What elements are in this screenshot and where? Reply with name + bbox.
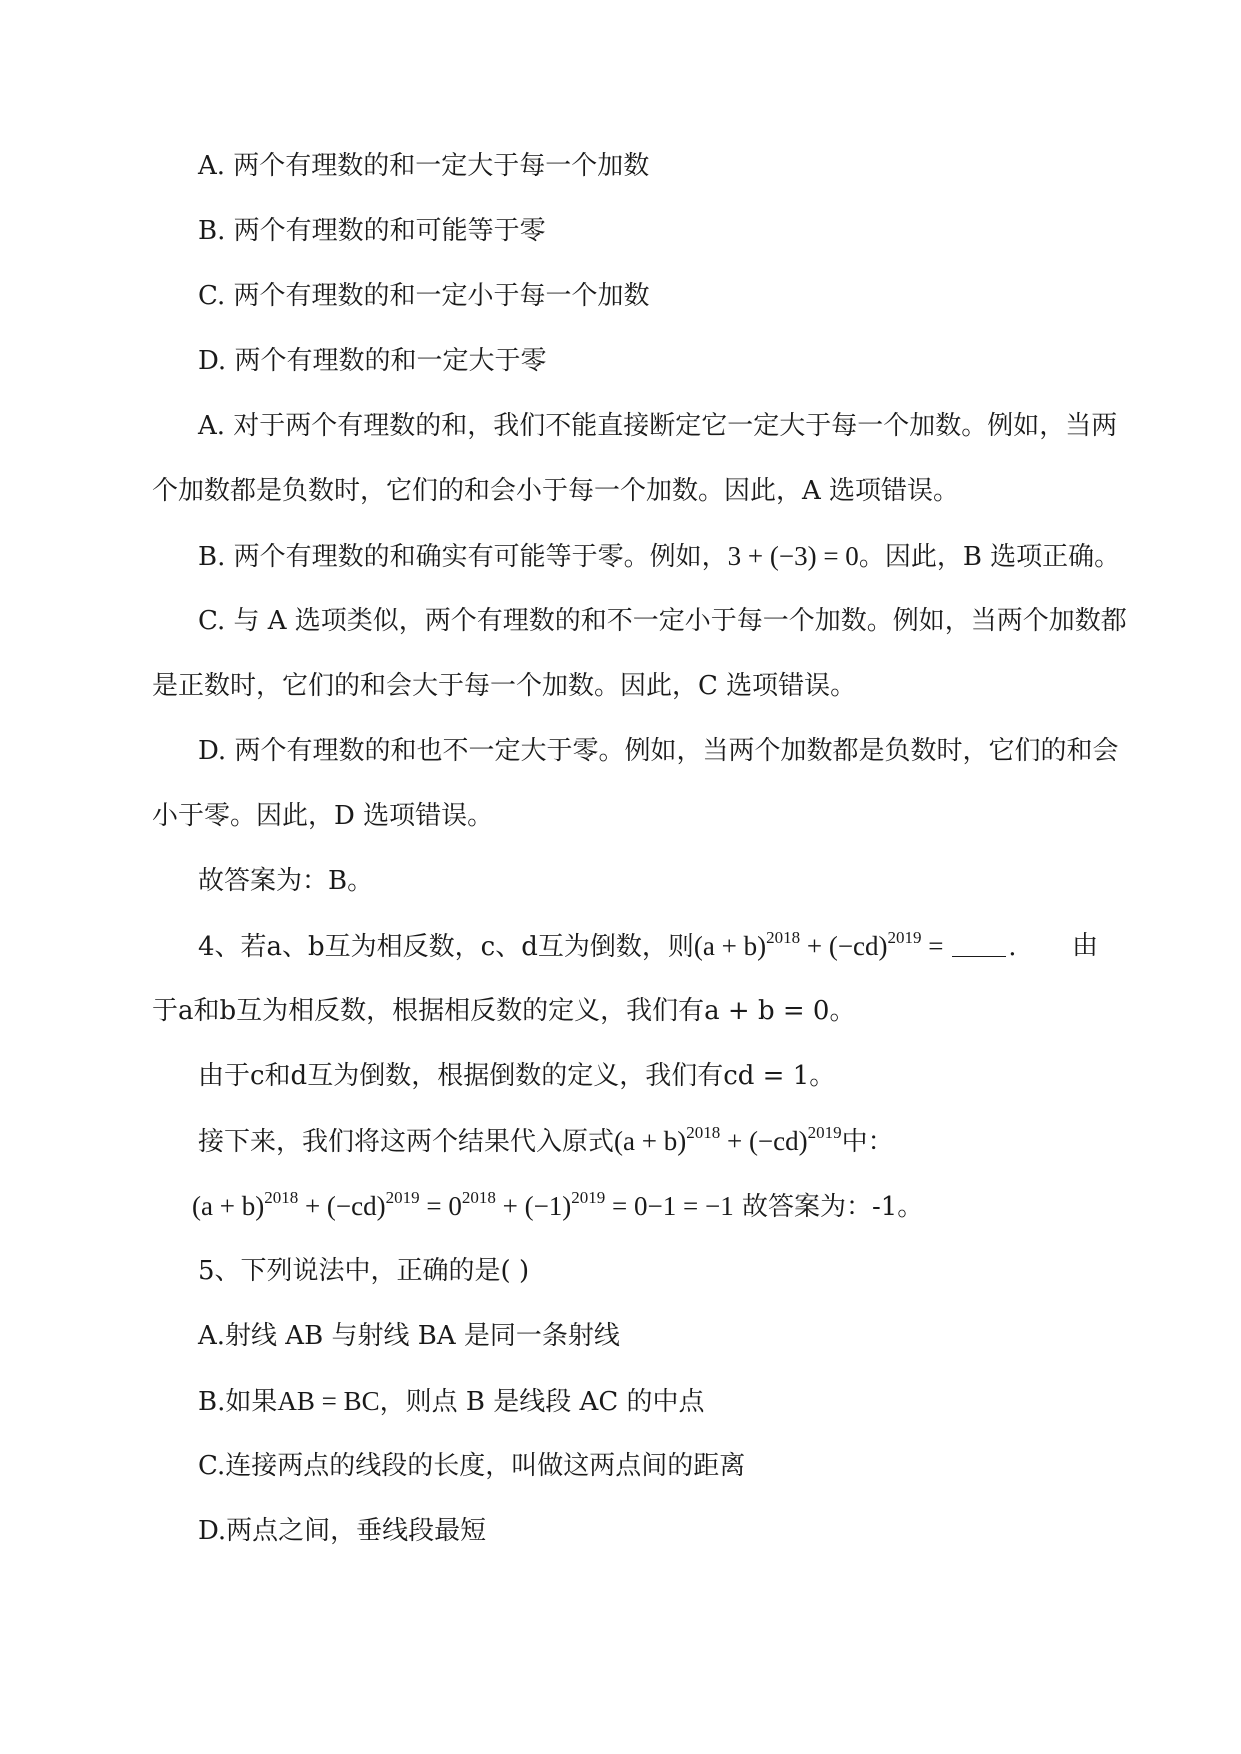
explain-d-line1: D. 两个有理数的和也不一定大于零。例如，当两个加数都是负数时，它们的和会: [198, 736, 1119, 766]
calc-zero: = 0: [419, 1191, 462, 1221]
q4-you: 由: [1072, 931, 1099, 961]
q4-line4: [198, 1124, 894, 1159]
q4-line4-prefix: 接下来，我们将这两个结果代入原式: [198, 1127, 615, 1157]
explain-b-suffix: 。因此，B 选项正确。: [858, 542, 1121, 572]
answer-q3: 故答案为：B。: [198, 866, 374, 896]
q4-line4-ab: (a + b): [614, 1126, 687, 1156]
calc-exp4: 2019: [571, 1188, 606, 1207]
q4-stem-end: .: [1008, 932, 1017, 962]
calc-exp3: 2018: [461, 1188, 496, 1207]
option-d: D. 两个有理数的和一定大于零: [198, 346, 547, 376]
q4-line4-cd: + (−cd): [720, 1126, 808, 1156]
q4-line2: 于a和b互为相反数，根据相反数的定义，我们有a + b = 0。: [152, 996, 856, 1026]
explain-b-prefix: B. 两个有理数的和确实有可能等于零。例如，: [198, 542, 728, 572]
q4-calculation: [192, 1189, 923, 1224]
q5-b-suffix: ，则点 B 是线段 AC 的中点: [379, 1387, 705, 1417]
option-b: B. 两个有理数的和可能等于零: [198, 216, 546, 246]
q4-stem-prefix: 4、若a、b互为相反数，c、d互为倒数，则: [198, 932, 694, 962]
q4-eq: =: [921, 931, 951, 961]
answer-blank: [952, 934, 1006, 957]
q4-line4-exp1: 2018: [686, 1123, 721, 1142]
q4-exp2: 2019: [887, 928, 922, 947]
calc-exp1: 2018: [264, 1188, 299, 1207]
explain-c-line1: C. 与 A 选项类似，两个有理数的和不一定小于每一个加数。例如，当两个加数都: [198, 606, 1127, 636]
q5-b-prefix: B.如果: [198, 1387, 278, 1417]
explain-a-line2: 个加数都是负数时，它们的和会小于每一个加数。因此，A 选项错误。: [152, 476, 960, 506]
q4-line3: 由于c和d互为倒数，根据倒数的定义，我们有cd = 1。: [198, 1061, 836, 1091]
calc-neg: + (−1): [495, 1191, 572, 1221]
q4-line4-suffix: 中：: [841, 1127, 894, 1157]
calc-exp2: 2019: [385, 1188, 420, 1207]
explain-b: [198, 539, 1120, 574]
q5-option-c: C.连接两点的线段的长度，叫做这两点间的距离: [198, 1451, 746, 1481]
option-a: A. 两个有理数的和一定大于每一个加数: [198, 151, 650, 181]
calc-tail: = 0−1 = −1: [605, 1191, 734, 1221]
explain-b-equation: 3 + (−3) = 0: [727, 541, 859, 571]
calc-ab: (a + b): [192, 1191, 265, 1221]
q4-expr-ab: (a + b): [693, 931, 767, 961]
explain-c-line2: 是正数时，它们的和会大于每一个加数。因此，C 选项错误。: [152, 671, 857, 701]
q4-line4-exp2: 2019: [807, 1123, 842, 1142]
q4-exp1: 2018: [766, 928, 801, 947]
q5-option-b: [198, 1384, 704, 1419]
explain-a-line1: A. 对于两个有理数的和，我们不能直接断定它一定大于每一个加数。例如，当两: [198, 411, 1118, 441]
calc-answer: 故答案为：-1。: [733, 1192, 924, 1222]
q4-stem: [198, 929, 1017, 964]
q5-stem: 5、下列说法中，正确的是( ): [198, 1256, 530, 1286]
explain-d-line2: 小于零。因此，D 选项错误。: [152, 801, 494, 831]
q5-b-equation: AB = BC: [277, 1386, 380, 1416]
option-c: C. 两个有理数的和一定小于每一个加数: [198, 281, 650, 311]
calc-cd: + (−cd): [298, 1191, 386, 1221]
q5-option-d: D.两点之间，垂线段最短: [198, 1516, 487, 1546]
q5-option-a: A.射线 AB 与射线 BA 是同一条射线: [198, 1321, 620, 1351]
q4-expr-cd: + (−cd): [800, 931, 888, 961]
